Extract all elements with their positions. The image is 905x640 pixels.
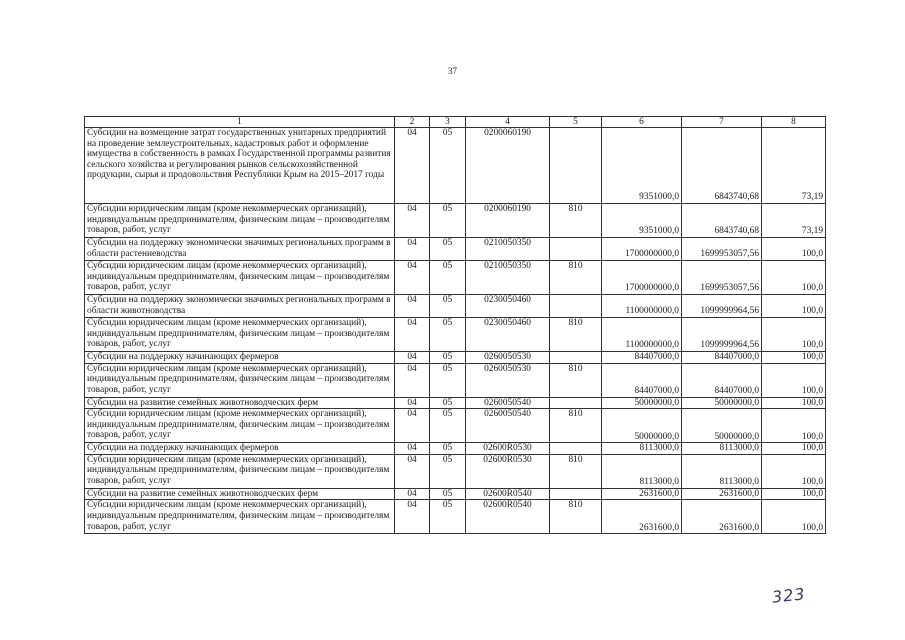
budget-table xyxy=(84,116,826,534)
table-row xyxy=(85,352,826,364)
col-header-4: 4 xyxy=(466,117,550,128)
planned-amount-cell: 1700000000,0 xyxy=(602,238,682,261)
table-row xyxy=(85,261,826,295)
planned-amount-cell: 2631600,0 xyxy=(602,488,682,500)
actual-amount-cell: 84407000,0 xyxy=(682,363,762,397)
target-article-cell: 0260050530 xyxy=(466,352,550,364)
actual-amount-cell: 6843740,68 xyxy=(682,204,762,238)
subsection-cell: 05 xyxy=(430,488,466,500)
table-row xyxy=(85,500,826,534)
target-article-cell: 0210050350 xyxy=(466,238,550,261)
actual-amount-cell: 1099999964,56 xyxy=(682,318,762,352)
planned-amount-cell: 84407000,0 xyxy=(602,363,682,397)
target-article-cell: 0260050540 xyxy=(466,397,550,409)
subsection-cell: 05 xyxy=(430,352,466,364)
planned-amount-cell: 1100000000,0 xyxy=(602,295,682,318)
section-cell: 04 xyxy=(395,295,430,318)
section-cell: 04 xyxy=(395,318,430,352)
section-cell: 04 xyxy=(395,352,430,364)
target-article-cell: 0230050460 xyxy=(466,295,550,318)
section-cell: 04 xyxy=(395,204,430,238)
table-row xyxy=(85,128,826,204)
expense-type-cell xyxy=(550,488,602,500)
section-cell: 04 xyxy=(395,488,430,500)
subsection-cell: 05 xyxy=(430,295,466,318)
target-article-cell: 02600R0530 xyxy=(466,443,550,455)
planned-amount-cell: 9351000,0 xyxy=(602,128,682,204)
row-name-cell: Субсидии на поддержку экономически значимых региональных программ в области животноводства xyxy=(85,295,395,318)
target-article-cell: 0230050460 xyxy=(466,318,550,352)
table-row xyxy=(85,238,826,261)
expense-type-cell: 810 xyxy=(550,500,602,534)
row-name-cell: Субсидии юридическим лицам (кроме некоммерческих организаций), индивидуальным предпринимателям, физическим лицам – производителям товаров, работ, услуг xyxy=(85,363,395,397)
section-cell: 04 xyxy=(395,363,430,397)
target-article-cell: 0260050540 xyxy=(466,409,550,443)
actual-amount-cell: 6843740,68 xyxy=(682,128,762,204)
percent-cell: 100,0 xyxy=(762,454,826,488)
table-row xyxy=(85,409,826,443)
section-cell: 04 xyxy=(395,443,430,455)
target-article-cell: 0200060190 xyxy=(466,128,550,204)
col-header-6: 6 xyxy=(602,117,682,128)
percent-cell: 100,0 xyxy=(762,397,826,409)
expense-type-cell xyxy=(550,128,602,204)
handwritten-page-mark: 323 xyxy=(771,584,807,607)
col-header-5: 5 xyxy=(550,117,602,128)
percent-cell: 100,0 xyxy=(762,295,826,318)
actual-amount-cell: 1699953057,56 xyxy=(682,261,762,295)
planned-amount-cell: 2631600,0 xyxy=(602,500,682,534)
row-name-cell: Субсидии юридическим лицам (кроме некоммерческих организаций), индивидуальным предпринимателям, физическим лицам – производителям товаров, работ, услуг xyxy=(85,500,395,534)
table-row xyxy=(85,204,826,238)
expense-type-cell: 810 xyxy=(550,318,602,352)
section-cell: 04 xyxy=(395,128,430,204)
row-name-cell: Субсидии юридическим лицам (кроме некоммерческих организаций), индивидуальным предпринимателям, физическим лицам – производителям товаров, работ, услуг xyxy=(85,318,395,352)
subsection-cell: 05 xyxy=(430,397,466,409)
col-header-7: 7 xyxy=(682,117,762,128)
expense-type-cell xyxy=(550,397,602,409)
expense-type-cell xyxy=(550,352,602,364)
planned-amount-cell: 8113000,0 xyxy=(602,454,682,488)
subsection-cell: 05 xyxy=(430,500,466,534)
actual-amount-cell: 2631600,0 xyxy=(682,488,762,500)
percent-cell: 100,0 xyxy=(762,238,826,261)
expense-type-cell: 810 xyxy=(550,261,602,295)
expense-type-cell: 810 xyxy=(550,363,602,397)
subsection-cell: 05 xyxy=(430,318,466,352)
actual-amount-cell: 1099999964,56 xyxy=(682,295,762,318)
subsection-cell: 05 xyxy=(430,443,466,455)
table-row xyxy=(85,295,826,318)
col-header-1: 1 xyxy=(85,117,395,128)
col-header-3: 3 xyxy=(430,117,466,128)
percent-cell: 100,0 xyxy=(762,318,826,352)
row-name-cell: Субсидии юридическим лицам (кроме некоммерческих организаций), индивидуальным предпринимателям, физическим лицам – производителям товаров, работ, услуг xyxy=(85,409,395,443)
col-header-2: 2 xyxy=(395,117,430,128)
planned-amount-cell: 1100000000,0 xyxy=(602,318,682,352)
table-row xyxy=(85,443,826,455)
expense-type-cell xyxy=(550,295,602,318)
percent-cell: 100,0 xyxy=(762,443,826,455)
table-body xyxy=(85,128,826,534)
header-row xyxy=(85,117,826,128)
row-name-cell: Субсидии на поддержку экономически значимых региональных программ в области растениеводства xyxy=(85,238,395,261)
planned-amount-cell: 84407000,0 xyxy=(602,352,682,364)
subsection-cell: 05 xyxy=(430,238,466,261)
target-article-cell: 02600R0540 xyxy=(466,500,550,534)
planned-amount-cell: 8113000,0 xyxy=(602,443,682,455)
planned-amount-cell: 50000000,0 xyxy=(602,409,682,443)
target-article-cell: 0260050530 xyxy=(466,363,550,397)
actual-amount-cell: 8113000,0 xyxy=(682,443,762,455)
table-row xyxy=(85,318,826,352)
target-article-cell: 02600R0540 xyxy=(466,488,550,500)
actual-amount-cell: 50000000,0 xyxy=(682,409,762,443)
expense-type-cell: 810 xyxy=(550,454,602,488)
page-number: 37 xyxy=(448,66,457,76)
row-name-cell: Субсидии на возмещение затрат государственных унитарных предприятий на проведение землеустроительных, кадастровых работ и оформление имущества в собственность в рамках Государственной программы развития сельского хозяйства и регулирования рынков сельскохозяйственной продукции, сырья и продовольствия Республики Крым на 2015–2017 годы xyxy=(85,128,395,204)
planned-amount-cell: 50000000,0 xyxy=(602,397,682,409)
section-cell: 04 xyxy=(395,261,430,295)
subsection-cell: 05 xyxy=(430,204,466,238)
target-article-cell: 02600R0530 xyxy=(466,454,550,488)
row-name-cell: Субсидии на поддержку начинающих фермеров xyxy=(85,443,395,455)
actual-amount-cell: 50000000,0 xyxy=(682,397,762,409)
subsection-cell: 05 xyxy=(430,261,466,295)
planned-amount-cell: 9351000,0 xyxy=(602,204,682,238)
col-header-8: 8 xyxy=(762,117,826,128)
percent-cell: 100,0 xyxy=(762,488,826,500)
expense-type-cell: 810 xyxy=(550,409,602,443)
table-row xyxy=(85,488,826,500)
subsection-cell: 05 xyxy=(430,363,466,397)
section-cell: 04 xyxy=(395,500,430,534)
planned-amount-cell: 1700000000,0 xyxy=(602,261,682,295)
row-name-cell: Субсидии на поддержку начинающих фермеров xyxy=(85,352,395,364)
percent-cell: 100,0 xyxy=(762,500,826,534)
percent-cell: 100,0 xyxy=(762,363,826,397)
subsection-cell: 05 xyxy=(430,128,466,204)
section-cell: 04 xyxy=(395,409,430,443)
subsection-cell: 05 xyxy=(430,454,466,488)
target-article-cell: 0210050350 xyxy=(466,261,550,295)
row-name-cell: Субсидии юридическим лицам (кроме некоммерческих организаций), индивидуальным предпринимателям, физическим лицам – производителям товаров, работ, услуг xyxy=(85,204,395,238)
percent-cell: 100,0 xyxy=(762,352,826,364)
row-name-cell: Субсидии на развитие семейных животноводческих ферм xyxy=(85,488,395,500)
target-article-cell: 0200060190 xyxy=(466,204,550,238)
table-row xyxy=(85,397,826,409)
expense-type-cell: 810 xyxy=(550,204,602,238)
table-row xyxy=(85,454,826,488)
section-cell: 04 xyxy=(395,397,430,409)
actual-amount-cell: 84407000,0 xyxy=(682,352,762,364)
subsection-cell: 05 xyxy=(430,409,466,443)
percent-cell: 73,19 xyxy=(762,128,826,204)
row-name-cell: Субсидии на развитие семейных животноводческих ферм xyxy=(85,397,395,409)
table-row xyxy=(85,363,826,397)
section-cell: 04 xyxy=(395,238,430,261)
row-name-cell: Субсидии юридическим лицам (кроме некоммерческих организаций), индивидуальным предпринимателям, физическим лицам – производителям товаров, работ, услуг xyxy=(85,454,395,488)
actual-amount-cell: 8113000,0 xyxy=(682,454,762,488)
percent-cell: 73,19 xyxy=(762,204,826,238)
section-cell: 04 xyxy=(395,454,430,488)
percent-cell: 100,0 xyxy=(762,409,826,443)
row-name-cell: Субсидии юридическим лицам (кроме некоммерческих организаций), индивидуальным предпринимателям, физическим лицам – производителям товаров, работ, услуг xyxy=(85,261,395,295)
expense-type-cell xyxy=(550,443,602,455)
expense-type-cell xyxy=(550,238,602,261)
actual-amount-cell: 2631600,0 xyxy=(682,500,762,534)
percent-cell: 100,0 xyxy=(762,261,826,295)
actual-amount-cell: 1699953057,56 xyxy=(682,238,762,261)
